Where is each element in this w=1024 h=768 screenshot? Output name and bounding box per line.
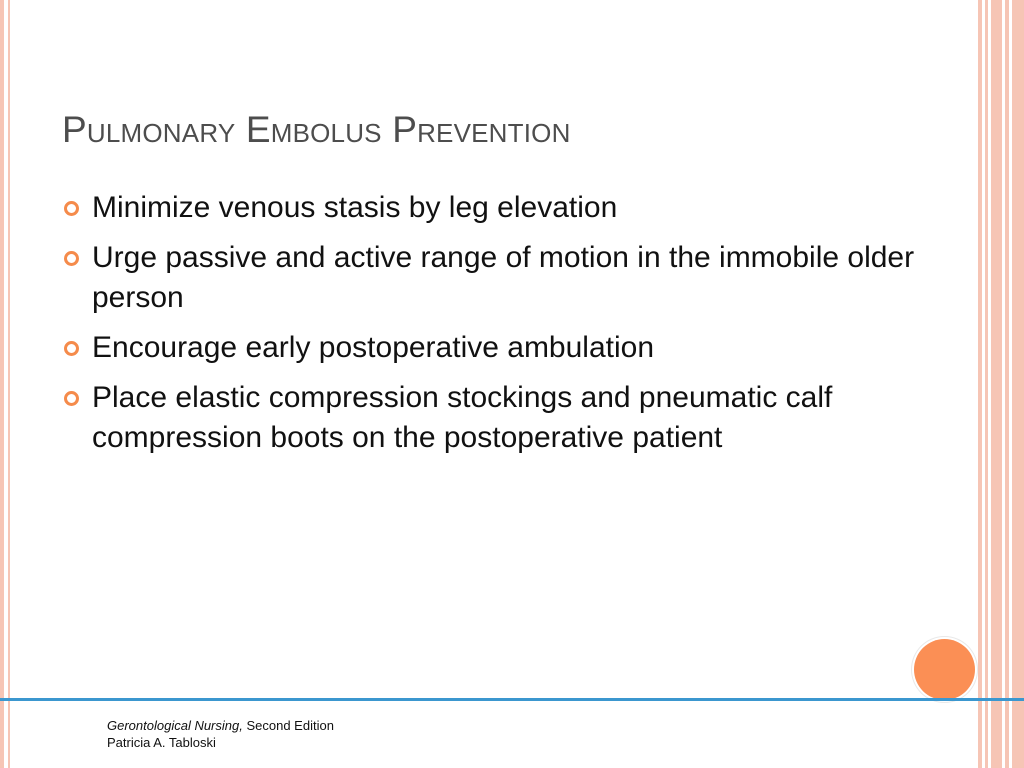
footer-book-title: Gerontological Nursing, (107, 718, 243, 733)
footer-edition: Second Edition (246, 718, 334, 733)
bullet-list (62, 188, 932, 468)
left-border-line (0, 0, 4, 768)
right-border-band (1012, 0, 1024, 768)
bullet-item (62, 238, 932, 318)
bullet-text: Minimize venous stasis by leg elevation (92, 191, 618, 224)
bullet-text: Urge passive and active range of motion in the immobile older person (92, 241, 915, 314)
left-border-line (8, 0, 10, 768)
bullet-item (62, 378, 932, 458)
bullet-circle-icon (64, 391, 79, 406)
right-border-band (1005, 0, 1009, 768)
bullet-text: Place elastic compression stockings and pneumatic calf compression boots on the postoperative patient (92, 381, 833, 454)
footer-citation (107, 717, 334, 751)
bullet-circle-icon (64, 251, 79, 266)
bullet-circle-icon (64, 341, 79, 356)
right-border-band (978, 0, 982, 768)
bullet-item (62, 328, 932, 368)
right-border-band (985, 0, 988, 768)
footer-book-line (107, 717, 334, 734)
footer-divider-line (0, 698, 1024, 701)
slide-title: Pulmonary Embolus Prevention (62, 109, 571, 150)
bullet-text: Encourage early postoperative ambulation (92, 331, 655, 364)
decorative-orange-circle (914, 639, 975, 700)
right-border-band (991, 0, 1002, 768)
bullet-circle-icon (64, 201, 79, 216)
bullet-item (62, 188, 932, 228)
footer-author: Patricia A. Tabloski (107, 735, 216, 750)
